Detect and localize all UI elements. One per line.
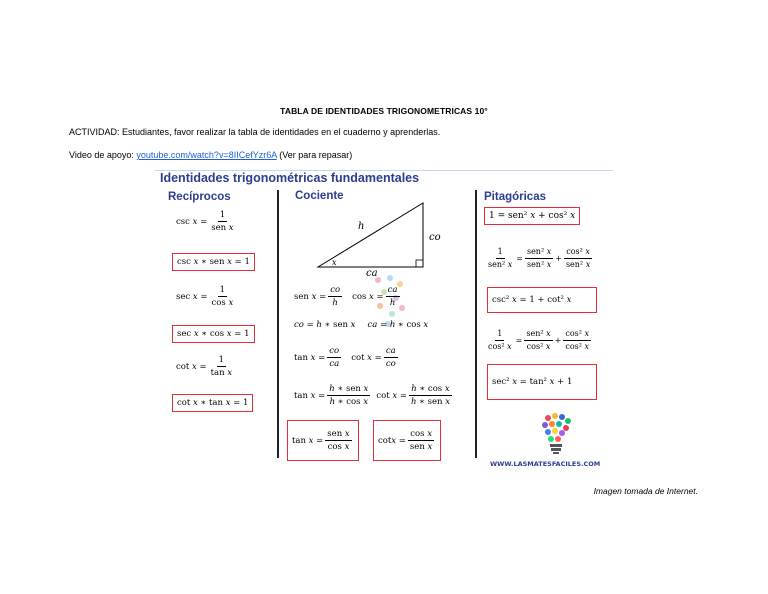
document-title: TABLA DE IDENTIDADES TRIGONOMETRICAS 10°	[280, 106, 488, 116]
identity-pythagorean-div-sen: $\frac{1}{\text{sen² x}}$ = $\frac{\text{sen² x}}{\text{sen² x}}$ + $\frac{\text{cos² x}}{\text{sen² x}}$	[488, 247, 591, 269]
activity-text: ACTIVIDAD: Estudiantes, favor realizar la tabla de identidades en el cuaderno y aprenderlas.	[69, 127, 441, 137]
pitagoricas-heading: Pitagóricas	[484, 191, 546, 203]
video-suffix: (Ver para repasar)	[276, 150, 353, 160]
video-line	[69, 150, 352, 160]
identity-csc-def: csc x = $\frac{1}{\text{sen x}}$	[176, 210, 234, 233]
video-prefix: Video de apoyo:	[69, 150, 137, 160]
column-divider-2	[475, 190, 477, 458]
right-triangle-diagram	[310, 198, 450, 278]
website-credit: WWW.LASMATESFACILES.COM	[490, 460, 601, 468]
identity-sen-co-h: sen x = $\frac{co}{h}$ cos x = $\frac{ca}{h}$	[294, 285, 398, 308]
identity-tan-quotient: tan x = $\frac{\text{sen x}}{\text{cos x}}$	[287, 420, 359, 461]
identity-cot-tan: cot x ∗ tan x = 1	[172, 394, 253, 412]
cociente-heading: Cociente	[295, 190, 344, 202]
image-caption: Imagen tomada de Internet.	[593, 486, 698, 496]
triangle-co-label: co	[429, 232, 441, 243]
triangle-ca-label: ca	[366, 268, 378, 278]
identity-pythagorean-div-cos: $\frac{1}{\text{cos² x}}$ = $\frac{\text{sen² x}}{\text{cos² x}}$ + $\frac{\text{cos² x}}{\text{cos² x}}$	[488, 329, 590, 351]
triangle-h-label: h	[358, 221, 365, 232]
identity-cot-def: cot x = $\frac{1}{\text{tan x}}$	[176, 355, 233, 378]
identity-sec-def: sec x = $\frac{1}{\text{cos x}}$	[176, 285, 234, 308]
figure-heading: Identidades trigonométricas fundamentales	[160, 171, 420, 185]
identity-co-ca-products: co = h ∗ sen x ca = h ∗ cos x	[294, 320, 429, 330]
identity-csc-sen: csc x ∗ sen x = 1	[172, 253, 255, 271]
triangle-x-label: x	[332, 258, 337, 267]
identity-csc-squared: csc² x = 1 + cot² x	[487, 287, 597, 313]
identity-sec-cos: sec x ∗ cos x = 1	[172, 325, 255, 343]
reciprocos-heading: Recíprocos	[168, 191, 231, 203]
identity-cot-quotient: cot x = $\frac{\text{cos x}}{\text{sen x}}$	[373, 420, 441, 461]
identity-sec-squared: sec² x = tan² x + 1	[487, 364, 597, 400]
video-link[interactable]: youtube.com/watch?v=8IICefYzr6A	[136, 150, 277, 160]
column-divider-1	[277, 190, 279, 458]
identity-tan-cot-co-ca: tan x = $\frac{co}{ca}$ cot x = $\frac{ca}{co}$	[294, 346, 396, 369]
identity-tan-cot-h: tan x = $\frac{\text{h ∗ sen x}}{\text{h ∗ cos x}}$ cot x = $\frac{\text{h ∗ cos x}}{\text{h ∗ sen x}}$	[294, 384, 450, 407]
lightbulb-logo-icon	[540, 412, 574, 456]
identity-pythagorean-main: 1 = sen² x + cos² x	[484, 207, 580, 225]
